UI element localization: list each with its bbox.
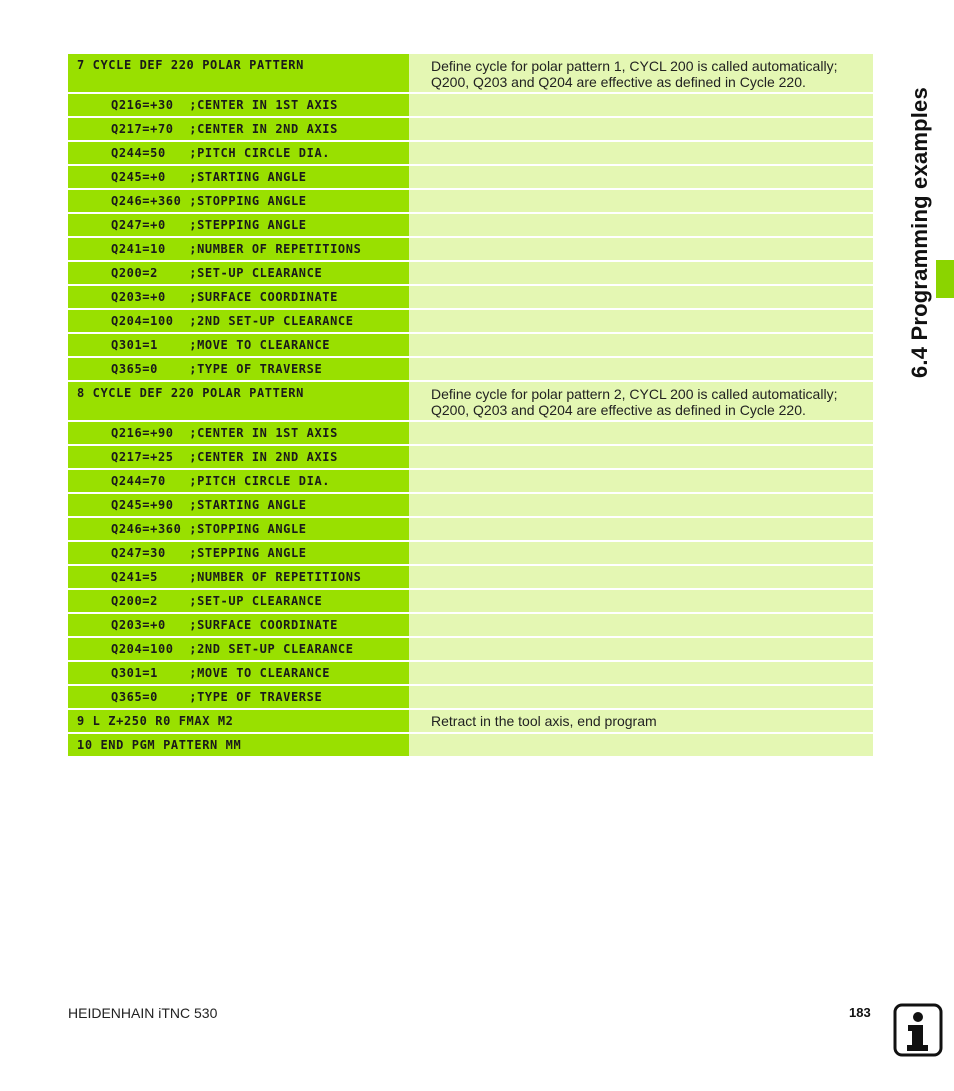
program-row <box>68 590 873 612</box>
comment-cell: Retract in the tool axis, end program <box>409 710 873 732</box>
program-row <box>68 614 873 636</box>
program-row <box>68 190 873 212</box>
nc-code-cell: Q301=1 ;MOVE TO CLEARANCE <box>68 334 409 356</box>
comment-cell <box>409 190 873 212</box>
section-heading-vertical <box>880 60 936 390</box>
program-row <box>68 238 873 260</box>
nc-code-cell: Q301=1 ;MOVE TO CLEARANCE <box>68 662 409 684</box>
nc-code-cell: Q247=30 ;STEPPING ANGLE <box>68 542 409 564</box>
footer-product-name: HEIDENHAIN iTNC 530 <box>68 1005 218 1021</box>
nc-code-cell: Q217=+25 ;CENTER IN 2ND AXIS <box>68 446 409 468</box>
nc-code-cell: 9 L Z+250 R0 FMAX M2 <box>68 710 409 732</box>
nc-code-cell: Q245=+0 ;STARTING ANGLE <box>68 166 409 188</box>
comment-cell <box>409 358 873 380</box>
program-row <box>68 422 873 444</box>
comment-cell <box>409 638 873 660</box>
program-row <box>68 662 873 684</box>
comment-cell <box>409 262 873 284</box>
chapter-tab-marker <box>936 260 954 298</box>
program-row <box>68 470 873 492</box>
nc-code-cell: Q203=+0 ;SURFACE COORDINATE <box>68 286 409 308</box>
comment-cell <box>409 142 873 164</box>
info-icon <box>893 1003 943 1057</box>
nc-code-cell: 8 CYCLE DEF 220 POLAR PATTERN <box>68 382 409 420</box>
program-row <box>68 710 873 732</box>
comment-cell <box>409 494 873 516</box>
nc-code-cell: Q246=+360 ;STOPPING ANGLE <box>68 190 409 212</box>
comment-cell <box>409 686 873 708</box>
section-heading-text: 6.4 Programming examples <box>907 87 932 378</box>
comment-cell <box>409 518 873 540</box>
program-row <box>68 118 873 140</box>
nc-code-cell: Q200=2 ;SET-UP CLEARANCE <box>68 262 409 284</box>
program-row <box>68 638 873 660</box>
nc-code-cell: Q200=2 ;SET-UP CLEARANCE <box>68 590 409 612</box>
nc-code-cell: Q244=70 ;PITCH CIRCLE DIA. <box>68 470 409 492</box>
program-row <box>68 358 873 380</box>
program-row <box>68 54 873 92</box>
nc-code-cell: Q216=+30 ;CENTER IN 1ST AXIS <box>68 94 409 116</box>
comment-cell: Define cycle for polar pattern 1, CYCL 200 is called automatically; Q200, Q203 and Q204 are effective as defined in Cycle 220. <box>409 54 873 92</box>
comment-cell <box>409 214 873 236</box>
program-row <box>68 286 873 308</box>
nc-code-cell: Q204=100 ;2ND SET-UP CLEARANCE <box>68 638 409 660</box>
program-row <box>68 518 873 540</box>
page-number: 183 <box>849 1005 871 1020</box>
comment-cell <box>409 286 873 308</box>
comment-cell <box>409 118 873 140</box>
program-row <box>68 494 873 516</box>
comment-cell <box>409 334 873 356</box>
program-row <box>68 382 873 420</box>
comment-cell <box>409 94 873 116</box>
comment-cell <box>409 470 873 492</box>
comment-cell <box>409 446 873 468</box>
comment-cell <box>409 662 873 684</box>
comment-cell <box>409 590 873 612</box>
program-row <box>68 94 873 116</box>
nc-code-cell: Q216=+90 ;CENTER IN 1ST AXIS <box>68 422 409 444</box>
nc-code-cell: Q241=10 ;NUMBER OF REPETITIONS <box>68 238 409 260</box>
program-row <box>68 142 873 164</box>
program-row <box>68 262 873 284</box>
nc-code-cell: 7 CYCLE DEF 220 POLAR PATTERN <box>68 54 409 92</box>
program-row <box>68 542 873 564</box>
nc-code-cell: Q246=+360 ;STOPPING ANGLE <box>68 518 409 540</box>
program-row <box>68 566 873 588</box>
nc-code-cell: Q204=100 ;2ND SET-UP CLEARANCE <box>68 310 409 332</box>
nc-code-cell: Q203=+0 ;SURFACE COORDINATE <box>68 614 409 636</box>
comment-cell: Define cycle for polar pattern 2, CYCL 200 is called automatically; Q200, Q203 and Q204 are effective as defined in Cycle 220. <box>409 382 873 420</box>
nc-program-table <box>68 54 873 756</box>
nc-code-cell: Q247=+0 ;STEPPING ANGLE <box>68 214 409 236</box>
nc-code-cell: Q244=50 ;PITCH CIRCLE DIA. <box>68 142 409 164</box>
nc-code-cell: Q365=0 ;TYPE OF TRAVERSE <box>68 358 409 380</box>
nc-code-cell: Q365=0 ;TYPE OF TRAVERSE <box>68 686 409 708</box>
program-row <box>68 310 873 332</box>
program-row <box>68 734 873 756</box>
program-row <box>68 334 873 356</box>
comment-cell <box>409 310 873 332</box>
program-row <box>68 214 873 236</box>
comment-cell <box>409 166 873 188</box>
nc-code-cell: Q241=5 ;NUMBER OF REPETITIONS <box>68 566 409 588</box>
program-row <box>68 446 873 468</box>
nc-code-cell: Q245=+90 ;STARTING ANGLE <box>68 494 409 516</box>
program-row <box>68 686 873 708</box>
comment-cell <box>409 614 873 636</box>
program-row <box>68 166 873 188</box>
comment-cell <box>409 566 873 588</box>
comment-cell <box>409 238 873 260</box>
nc-code-cell: 10 END PGM PATTERN MM <box>68 734 409 756</box>
comment-cell <box>409 734 873 756</box>
comment-cell <box>409 542 873 564</box>
nc-code-cell: Q217=+70 ;CENTER IN 2ND AXIS <box>68 118 409 140</box>
comment-cell <box>409 422 873 444</box>
